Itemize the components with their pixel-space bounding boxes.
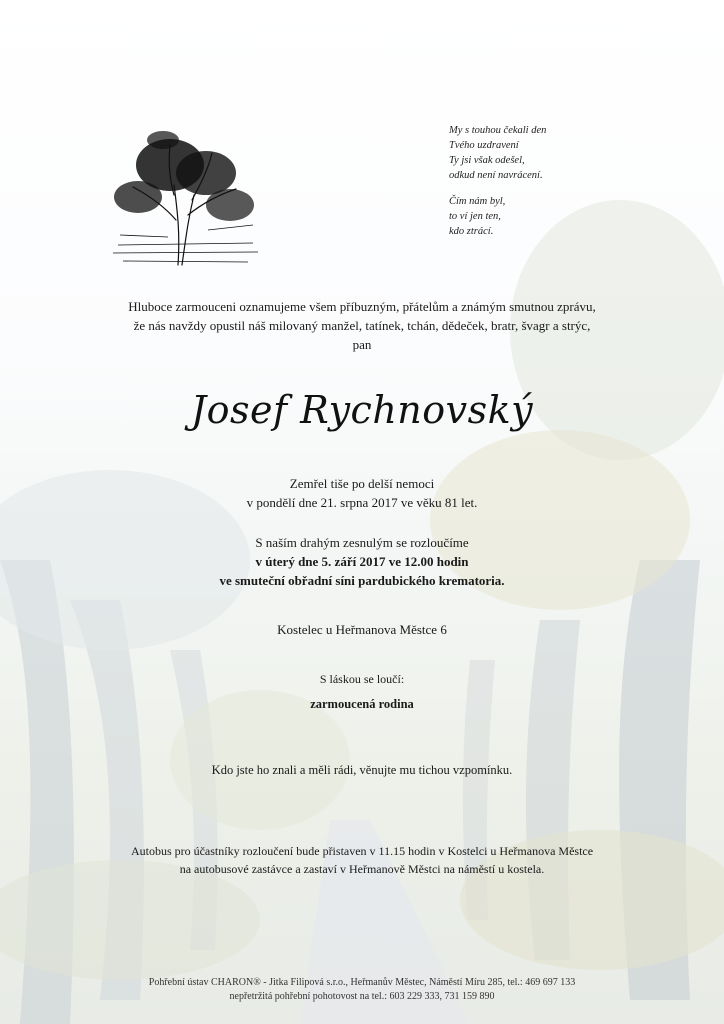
funeral-service-footer (0, 976, 724, 1004)
deceased-name: Josef Rychnovský (190, 388, 534, 432)
bus-line: na autobusové zastávce a zastaví v Heřmanově Městci na náměstí u kostela. (179, 862, 545, 876)
family-signature: zarmoucená rodina (310, 697, 414, 711)
address: Kostelec u Heřmanova Městce 6 (277, 622, 447, 637)
farewell-date: v úterý dne 5. září 2017 ve 12.00 hodin (255, 554, 469, 569)
death-line: Zemřel tiše po delší nemoci (289, 476, 435, 491)
farewell-info (0, 533, 724, 590)
death-line: v pondělí dne 21. srpna 2017 ve věku 81 let. (246, 495, 478, 510)
tree-illustration (108, 125, 263, 275)
poem-line: odkud není navrácení. (449, 170, 543, 181)
poem-line: Tvého uzdravení (449, 140, 519, 151)
poem-line: Ty jsi však odešel, (449, 155, 525, 166)
intro-line: že nás navždy opustil náš milovaný manžel, tatínek, tchán, dědeček, bratr, švagr a strýc, (133, 318, 591, 333)
poem-line: My s touhou čekali den (449, 125, 547, 136)
poem (449, 123, 649, 239)
bus-info (0, 842, 724, 878)
love-farewell: S láskou se loučí: (319, 672, 405, 686)
poem-line: to ví jen ten, (449, 211, 501, 222)
footer-line: Pohřební ústav CHARON® - Jitka Filipová s.r.o., Heřmanův Městec, Náměstí Míru 285, tel.: 469 697 133 (148, 977, 576, 988)
farewell-line: S naším drahým zesnulým se rozloučíme (255, 535, 469, 550)
farewell-place: ve smuteční obřadní síni pardubického krematoria. (219, 573, 505, 588)
poem-line: kdo ztrácí. (449, 226, 494, 237)
intro-line: pan (352, 337, 372, 352)
remembrance-text: Kdo jste ho znali a měli rádi, věnujte mu tichou vzpomínku. (211, 763, 513, 777)
footer-line: nepřetržitá pohřební pohotovost na tel.: 603 229 333, 731 159 890 (229, 991, 495, 1002)
bus-line: Autobus pro účastníky rozloučení bude přistaven v 11.15 hodin v Kostelci u Heřmanova Městce (130, 844, 594, 858)
poem-line: Čím nám byl, (449, 196, 506, 207)
death-notice (0, 474, 724, 512)
announcement-intro (0, 297, 724, 354)
intro-line: Hluboce zarmouceni oznamujeme všem příbuzným, přátelům a známým smutnou zprávu, (128, 299, 596, 314)
